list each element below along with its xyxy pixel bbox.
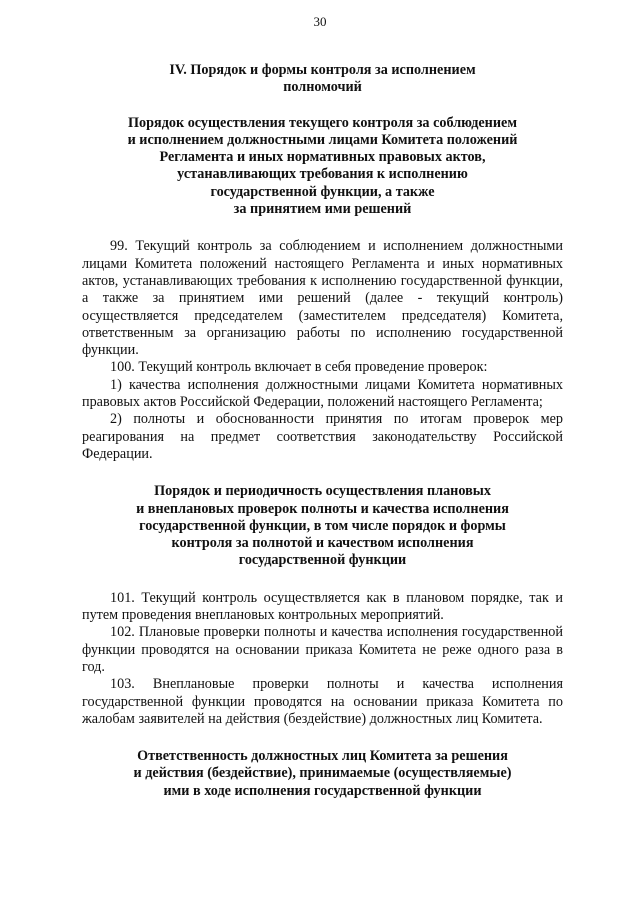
document-body (82, 62, 563, 800)
paragraph-100: 100. Текущий контроль включает в себя проведение проверок: (110, 359, 488, 376)
paragraph-100-item-2: 2) полноты и обоснованности принятия по итогам проверок мер реагирования на предмет соответствия законодательству Российской Федерации. (82, 411, 563, 462)
heading-line: за принятием ими решений (233, 201, 412, 218)
heading-line: и действия (бездействие), принимаемые (осуществляемые) (133, 765, 512, 782)
heading-line: и внеплановых проверок полноты и качества исполнения (136, 500, 509, 517)
paragraph-100-item-1: 1) качества исполнения должностными лицами Комитета нормативных правовых актов Российской Федерации, положений настоящего Регламента; (82, 376, 563, 411)
page-number: 30 (313, 14, 327, 29)
paragraph-99: 99. Текущий контроль за соблюдением и исполнением должностными лицами Комитета положений настоящего Регламента и иных нормативных актов, устанавливающих требования к исполнению государственной функции, а также за принятием ими решений (далее - текущий контроль) осуществляется председателем (заместителем председателя) Комитета, ответственным за организацию работы по исполнению государственной функции. (82, 238, 563, 359)
heading-line: Ответственность должностных лиц Комитета за решения (137, 748, 508, 765)
heading-line: Регламента и иных нормативных правовых актов, (159, 149, 486, 166)
section-title-line: IV. Порядок и формы контроля за исполнением (169, 62, 476, 78)
heading-line: контроля за полнотой и качеством исполнения (171, 535, 474, 552)
subsection-heading-inspections (82, 483, 563, 569)
section-title-line: полномочий (283, 79, 362, 96)
heading-line: устанавливающих требования к исполнению (177, 166, 468, 183)
paragraph-103: 103. Внеплановые проверки полноты и качества исполнения государственной функции проводятся на основании приказа Комитета по жалобам заявителей на действия (бездействие) должностных лиц Комитета. (82, 676, 563, 727)
heading-line: и исполнением должностными лицами Комитета положений (127, 131, 518, 148)
subsection-heading-responsibility (82, 748, 563, 800)
heading-line: государственной функции, а также (210, 183, 435, 200)
heading-line: Порядок осуществления текущего контроля за соблюдением (128, 114, 517, 131)
subsection-heading-current-control (82, 115, 563, 219)
paragraph-102: 102. Плановые проверки полноты и качества исполнения государственной функции проводятся на основании приказа Комитета не реже одного раза в год. (82, 624, 563, 675)
paragraph-101: 101. Текущий контроль осуществляется как в плановом порядке, так и путем проведения внеплановых контрольных мероприятий. (82, 589, 563, 624)
section-title (82, 62, 563, 97)
heading-line: государственной функции (238, 552, 407, 569)
heading-line: государственной функции, в том числе порядок и формы (139, 517, 506, 534)
heading-line: ими в ходе исполнения государственной функции (163, 782, 482, 799)
heading-line: Порядок и периодичность осуществления плановых (154, 483, 491, 500)
